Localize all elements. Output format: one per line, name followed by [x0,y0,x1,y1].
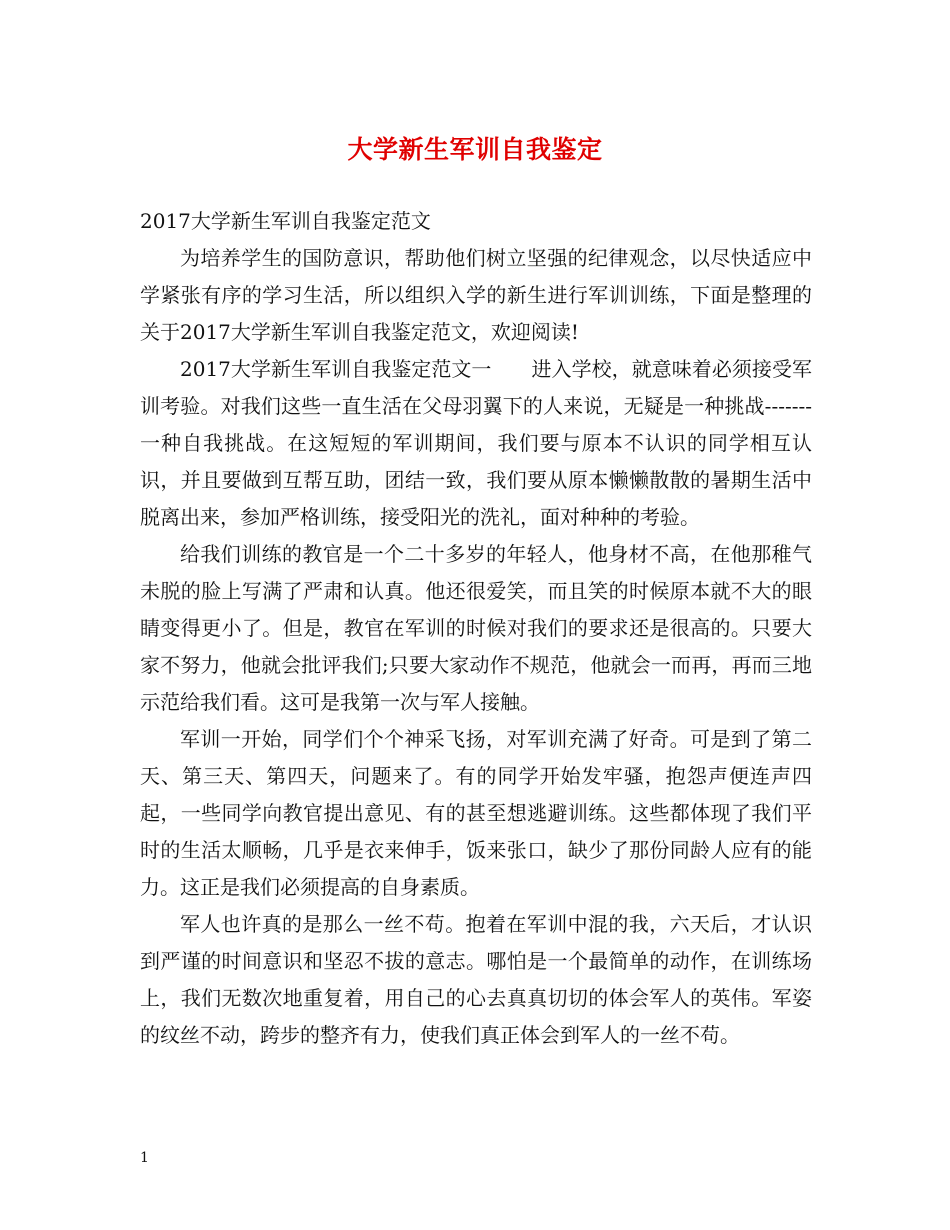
paragraph-intro: 为培养学生的国防意识，帮助他们树立坚强的纪律观念，以尽快适应中学紧张有序的学习生活，所以组织入学的新生进行军训训练，下面是整理的关于2017大学新生军训自我鉴定范文，欢迎阅读! [140,246,812,344]
page-number: 1 [140,1150,149,1166]
document-title: 大学新生军训自我鉴定 [347,135,603,164]
paragraph-4: 军人也许真的是那么一丝不苟。抱着在军训中混的我，六天后，才认识到严谨的时间意识和坚忍不拔的意志。哪怕是一个最简单的动作，在训练场上，我们无数次地重复着，用自己的心去真真切切的体会军人的英伟。军姿的纹丝不动，跨步的整齐有力，使我们真正体会到军人的一丝不苟。 [140,912,812,1047]
paragraph-2: 给我们训练的教官是一个二十多岁的年轻人，他身材不高，在他那稚气未脱的脸上写满了严肃和认真。他还很爱笑，而且笑的时候原本就不大的眼睛变得更小了。但是，教官在军训的时候对我们的要求还是很高的。只要大家不努力，他就会批评我们;只要大家动作不规范，他就会一而再，再而三地示范给我们看。这可是我第一次与军人接触。 [140,542,812,714]
document-body [140,203,812,1054]
paragraph-1: 2017大学新生军训自我鉴定范文一 进入学校，就意味着必须接受军训考验。对我们这些一直生活在父母羽翼下的人来说，无疑是一种挑战-------一种自我挑战。在这短短的军训期间，我们要与原本不认识的同学相互认识，并且要做到互帮互助，团结一致，我们要从原本懒懒散散的暑期生活中脱离出来，参加严格训练，接受阳光的洗礼，面对种种的考验。 [140,357,812,529]
document-subtitle: 2017大学新生军训自我鉴定范文 [140,209,431,233]
paragraph-3: 军训一开始，同学们个个神采飞扬，对军训充满了好奇。可是到了第二天、第三天、第四天，问题来了。有的同学开始发牢骚，抱怨声便连声四起，一些同学向教官提出意见、有的甚至想逃避训练。这些都体现了我们平时的生活太顺畅，几乎是衣来伸手，饭来张口，缺少了那份同龄人应有的能力。这正是我们必须提高的自身素质。 [140,727,812,899]
